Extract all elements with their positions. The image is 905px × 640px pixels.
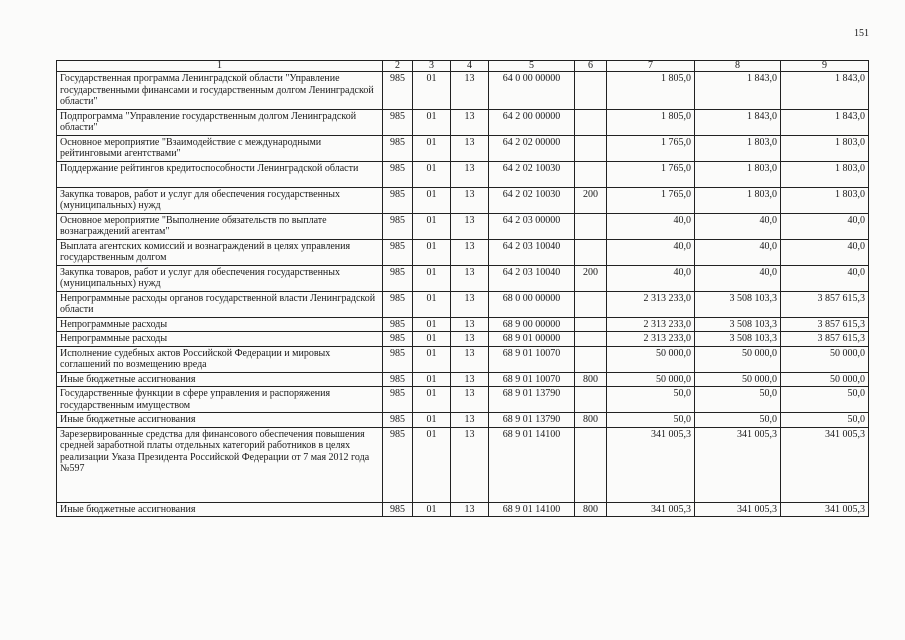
row-name-cell: Поддержание рейтингов кредитоспособности Ленинградской области	[57, 161, 383, 187]
row-name-cell: Государственная программа Ленинградской области "Управление государственными финансами и государственным долгом Ленинградской области"	[57, 72, 383, 110]
row-code-5-cell: 68 9 01 10070	[489, 372, 575, 387]
row-code-5-cell: 68 9 01 10070	[489, 346, 575, 372]
row-code-2-cell: 985	[383, 502, 413, 517]
table-body	[57, 72, 869, 517]
table-row	[57, 291, 869, 317]
row-value-8-cell: 40,0	[695, 265, 781, 291]
table-row	[57, 502, 869, 517]
row-code-4-cell: 13	[451, 161, 489, 187]
row-name-cell: Иные бюджетные ассигнования	[57, 372, 383, 387]
table-row	[57, 372, 869, 387]
row-code-3-cell: 01	[413, 317, 451, 332]
row-code-4-cell: 13	[451, 372, 489, 387]
row-value-8-cell: 50 000,0	[695, 346, 781, 372]
row-code-2-cell: 985	[383, 109, 413, 135]
row-code-5-cell: 64 2 02 00000	[489, 135, 575, 161]
row-code-4-cell: 13	[451, 346, 489, 372]
row-code-3-cell: 01	[413, 332, 451, 347]
row-value-8-cell: 50 000,0	[695, 372, 781, 387]
row-code-2-cell: 985	[383, 413, 413, 428]
row-code-4-cell: 13	[451, 291, 489, 317]
row-code-2-cell: 985	[383, 239, 413, 265]
row-value-9-cell: 1 803,0	[781, 135, 869, 161]
row-value-7-cell: 1 805,0	[607, 72, 695, 110]
row-code-3-cell: 01	[413, 213, 451, 239]
page-number: 151	[854, 28, 869, 39]
row-code-6-cell	[575, 213, 607, 239]
col-header-7: 7	[607, 61, 695, 72]
row-value-9-cell: 1 803,0	[781, 161, 869, 187]
row-value-8-cell: 3 508 103,3	[695, 332, 781, 347]
row-name-cell: Основное мероприятие "Взаимодействие с международными рейтинговыми агентствами"	[57, 135, 383, 161]
row-code-3-cell: 01	[413, 427, 451, 502]
row-name-cell: Зарезервированные средства для финансового обеспечения повышения средней заработной платы отдельных категорий работников в целях реализации Указа Президента Российской Федерации от 7 мая 2012 года №597	[57, 427, 383, 502]
row-name-cell: Закупка товаров, работ и услуг для обеспечения государственных (муниципальных) нужд	[57, 187, 383, 213]
row-code-5-cell: 68 9 01 14100	[489, 427, 575, 502]
row-code-5-cell: 64 2 03 00000	[489, 213, 575, 239]
row-code-4-cell: 13	[451, 413, 489, 428]
row-value-7-cell: 2 313 233,0	[607, 332, 695, 347]
row-code-3-cell: 01	[413, 187, 451, 213]
row-value-9-cell: 50,0	[781, 413, 869, 428]
row-value-8-cell: 1 803,0	[695, 161, 781, 187]
row-code-4-cell: 13	[451, 427, 489, 502]
row-value-7-cell: 50 000,0	[607, 346, 695, 372]
row-code-2-cell: 985	[383, 72, 413, 110]
row-code-5-cell: 64 2 02 10030	[489, 161, 575, 187]
row-value-7-cell: 40,0	[607, 239, 695, 265]
row-value-9-cell: 3 857 615,3	[781, 317, 869, 332]
col-header-3: 3	[413, 61, 451, 72]
row-code-6-cell	[575, 161, 607, 187]
row-code-2-cell: 985	[383, 291, 413, 317]
row-code-5-cell: 68 9 01 14100	[489, 502, 575, 517]
row-code-6-cell: 800	[575, 413, 607, 428]
row-code-5-cell: 68 9 01 13790	[489, 387, 575, 413]
row-code-4-cell: 13	[451, 387, 489, 413]
table-row	[57, 413, 869, 428]
table-row	[57, 239, 869, 265]
col-header-5: 5	[489, 61, 575, 72]
row-code-6-cell: 200	[575, 187, 607, 213]
row-value-7-cell: 1 805,0	[607, 109, 695, 135]
row-name-cell: Подпрограмма "Управление государственным долгом Ленинградской области"	[57, 109, 383, 135]
col-header-6: 6	[575, 61, 607, 72]
row-value-7-cell: 341 005,3	[607, 502, 695, 517]
row-name-cell: Непрограммные расходы органов государственной власти Ленинградской области	[57, 291, 383, 317]
table-row	[57, 135, 869, 161]
col-header-4: 4	[451, 61, 489, 72]
table-row	[57, 187, 869, 213]
row-value-9-cell: 341 005,3	[781, 502, 869, 517]
row-value-7-cell: 1 765,0	[607, 187, 695, 213]
row-value-8-cell: 1 843,0	[695, 72, 781, 110]
table-row	[57, 427, 869, 502]
row-value-9-cell: 3 857 615,3	[781, 332, 869, 347]
row-value-7-cell: 50,0	[607, 413, 695, 428]
row-code-3-cell: 01	[413, 291, 451, 317]
row-code-6-cell: 800	[575, 502, 607, 517]
row-code-4-cell: 13	[451, 109, 489, 135]
row-value-8-cell: 1 803,0	[695, 135, 781, 161]
row-value-9-cell: 341 005,3	[781, 427, 869, 502]
table-row	[57, 332, 869, 347]
table-row	[57, 387, 869, 413]
row-name-cell: Иные бюджетные ассигнования	[57, 502, 383, 517]
row-value-8-cell: 3 508 103,3	[695, 291, 781, 317]
row-value-9-cell: 50 000,0	[781, 346, 869, 372]
row-name-cell: Непрограммные расходы	[57, 317, 383, 332]
row-code-6-cell	[575, 427, 607, 502]
row-value-9-cell: 3 857 615,3	[781, 291, 869, 317]
row-code-5-cell: 68 9 01 00000	[489, 332, 575, 347]
row-code-6-cell	[575, 291, 607, 317]
row-code-3-cell: 01	[413, 372, 451, 387]
table-row	[57, 317, 869, 332]
row-code-2-cell: 985	[383, 372, 413, 387]
row-code-4-cell: 13	[451, 317, 489, 332]
row-value-9-cell: 40,0	[781, 239, 869, 265]
table-row	[57, 346, 869, 372]
row-code-2-cell: 985	[383, 213, 413, 239]
row-name-cell: Иные бюджетные ассигнования	[57, 413, 383, 428]
row-code-2-cell: 985	[383, 387, 413, 413]
row-value-9-cell: 1 843,0	[781, 72, 869, 110]
row-value-7-cell: 1 765,0	[607, 161, 695, 187]
row-code-4-cell: 13	[451, 502, 489, 517]
row-name-cell: Основное мероприятие "Выполнение обязательств по выплате вознаграждений агентам"	[57, 213, 383, 239]
row-value-8-cell: 1 843,0	[695, 109, 781, 135]
row-name-cell: Государственные функции в сфере управления и распоряжения государственным имуществом	[57, 387, 383, 413]
row-code-5-cell: 68 0 00 00000	[489, 291, 575, 317]
row-value-8-cell: 50,0	[695, 387, 781, 413]
row-value-7-cell: 2 313 233,0	[607, 291, 695, 317]
col-header-1: 1	[57, 61, 383, 72]
table-row	[57, 161, 869, 187]
header-row	[57, 61, 869, 72]
row-code-6-cell	[575, 109, 607, 135]
row-name-cell: Выплата агентских комиссий и вознаграждений в целях управления государственным долгом	[57, 239, 383, 265]
row-value-7-cell: 40,0	[607, 265, 695, 291]
row-code-2-cell: 985	[383, 427, 413, 502]
row-value-7-cell: 50 000,0	[607, 372, 695, 387]
row-code-2-cell: 985	[383, 161, 413, 187]
col-header-2: 2	[383, 61, 413, 72]
row-value-9-cell: 40,0	[781, 213, 869, 239]
row-code-6-cell	[575, 346, 607, 372]
row-code-3-cell: 01	[413, 387, 451, 413]
row-code-3-cell: 01	[413, 161, 451, 187]
row-code-5-cell: 64 2 02 10030	[489, 187, 575, 213]
row-code-4-cell: 13	[451, 332, 489, 347]
row-code-5-cell: 64 2 03 10040	[489, 239, 575, 265]
row-code-6-cell	[575, 332, 607, 347]
row-code-4-cell: 13	[451, 187, 489, 213]
row-code-4-cell: 13	[451, 72, 489, 110]
table-row	[57, 265, 869, 291]
row-code-2-cell: 985	[383, 187, 413, 213]
row-value-8-cell: 341 005,3	[695, 502, 781, 517]
row-code-2-cell: 985	[383, 265, 413, 291]
row-code-2-cell: 985	[383, 317, 413, 332]
row-value-7-cell: 1 765,0	[607, 135, 695, 161]
row-code-3-cell: 01	[413, 265, 451, 291]
row-value-8-cell: 50,0	[695, 413, 781, 428]
row-code-3-cell: 01	[413, 109, 451, 135]
row-code-6-cell	[575, 72, 607, 110]
row-code-6-cell	[575, 317, 607, 332]
row-value-9-cell: 50,0	[781, 387, 869, 413]
row-name-cell: Исполнение судебных актов Российской Федерации и мировых соглашений по возмещению вреда	[57, 346, 383, 372]
row-code-6-cell	[575, 135, 607, 161]
row-value-8-cell: 1 803,0	[695, 187, 781, 213]
row-value-8-cell: 40,0	[695, 239, 781, 265]
table-row	[57, 72, 869, 110]
row-value-7-cell: 40,0	[607, 213, 695, 239]
row-value-9-cell: 40,0	[781, 265, 869, 291]
row-code-4-cell: 13	[451, 265, 489, 291]
col-header-9: 9	[781, 61, 869, 72]
row-code-5-cell: 68 9 00 00000	[489, 317, 575, 332]
row-code-5-cell: 64 2 00 00000	[489, 109, 575, 135]
row-code-2-cell: 985	[383, 346, 413, 372]
row-value-8-cell: 40,0	[695, 213, 781, 239]
table-row	[57, 109, 869, 135]
table-row	[57, 213, 869, 239]
row-value-7-cell: 50,0	[607, 387, 695, 413]
row-code-3-cell: 01	[413, 346, 451, 372]
row-name-cell: Непрограммные расходы	[57, 332, 383, 347]
row-code-6-cell	[575, 387, 607, 413]
row-value-9-cell: 50 000,0	[781, 372, 869, 387]
row-code-6-cell: 200	[575, 265, 607, 291]
row-code-6-cell: 800	[575, 372, 607, 387]
row-code-3-cell: 01	[413, 413, 451, 428]
row-code-5-cell: 68 9 01 13790	[489, 413, 575, 428]
budget-table	[56, 60, 869, 517]
row-value-7-cell: 341 005,3	[607, 427, 695, 502]
row-code-6-cell	[575, 239, 607, 265]
row-name-cell: Закупка товаров, работ и услуг для обеспечения государственных (муниципальных) нужд	[57, 265, 383, 291]
row-code-3-cell: 01	[413, 502, 451, 517]
row-value-7-cell: 2 313 233,0	[607, 317, 695, 332]
row-value-8-cell: 341 005,3	[695, 427, 781, 502]
row-value-9-cell: 1 803,0	[781, 187, 869, 213]
row-code-3-cell: 01	[413, 135, 451, 161]
row-value-8-cell: 3 508 103,3	[695, 317, 781, 332]
row-code-3-cell: 01	[413, 239, 451, 265]
row-code-2-cell: 985	[383, 332, 413, 347]
row-code-5-cell: 64 0 00 00000	[489, 72, 575, 110]
row-code-4-cell: 13	[451, 135, 489, 161]
row-code-3-cell: 01	[413, 72, 451, 110]
row-code-5-cell: 64 2 03 10040	[489, 265, 575, 291]
row-value-9-cell: 1 843,0	[781, 109, 869, 135]
row-code-2-cell: 985	[383, 135, 413, 161]
col-header-8: 8	[695, 61, 781, 72]
row-code-4-cell: 13	[451, 213, 489, 239]
row-code-4-cell: 13	[451, 239, 489, 265]
